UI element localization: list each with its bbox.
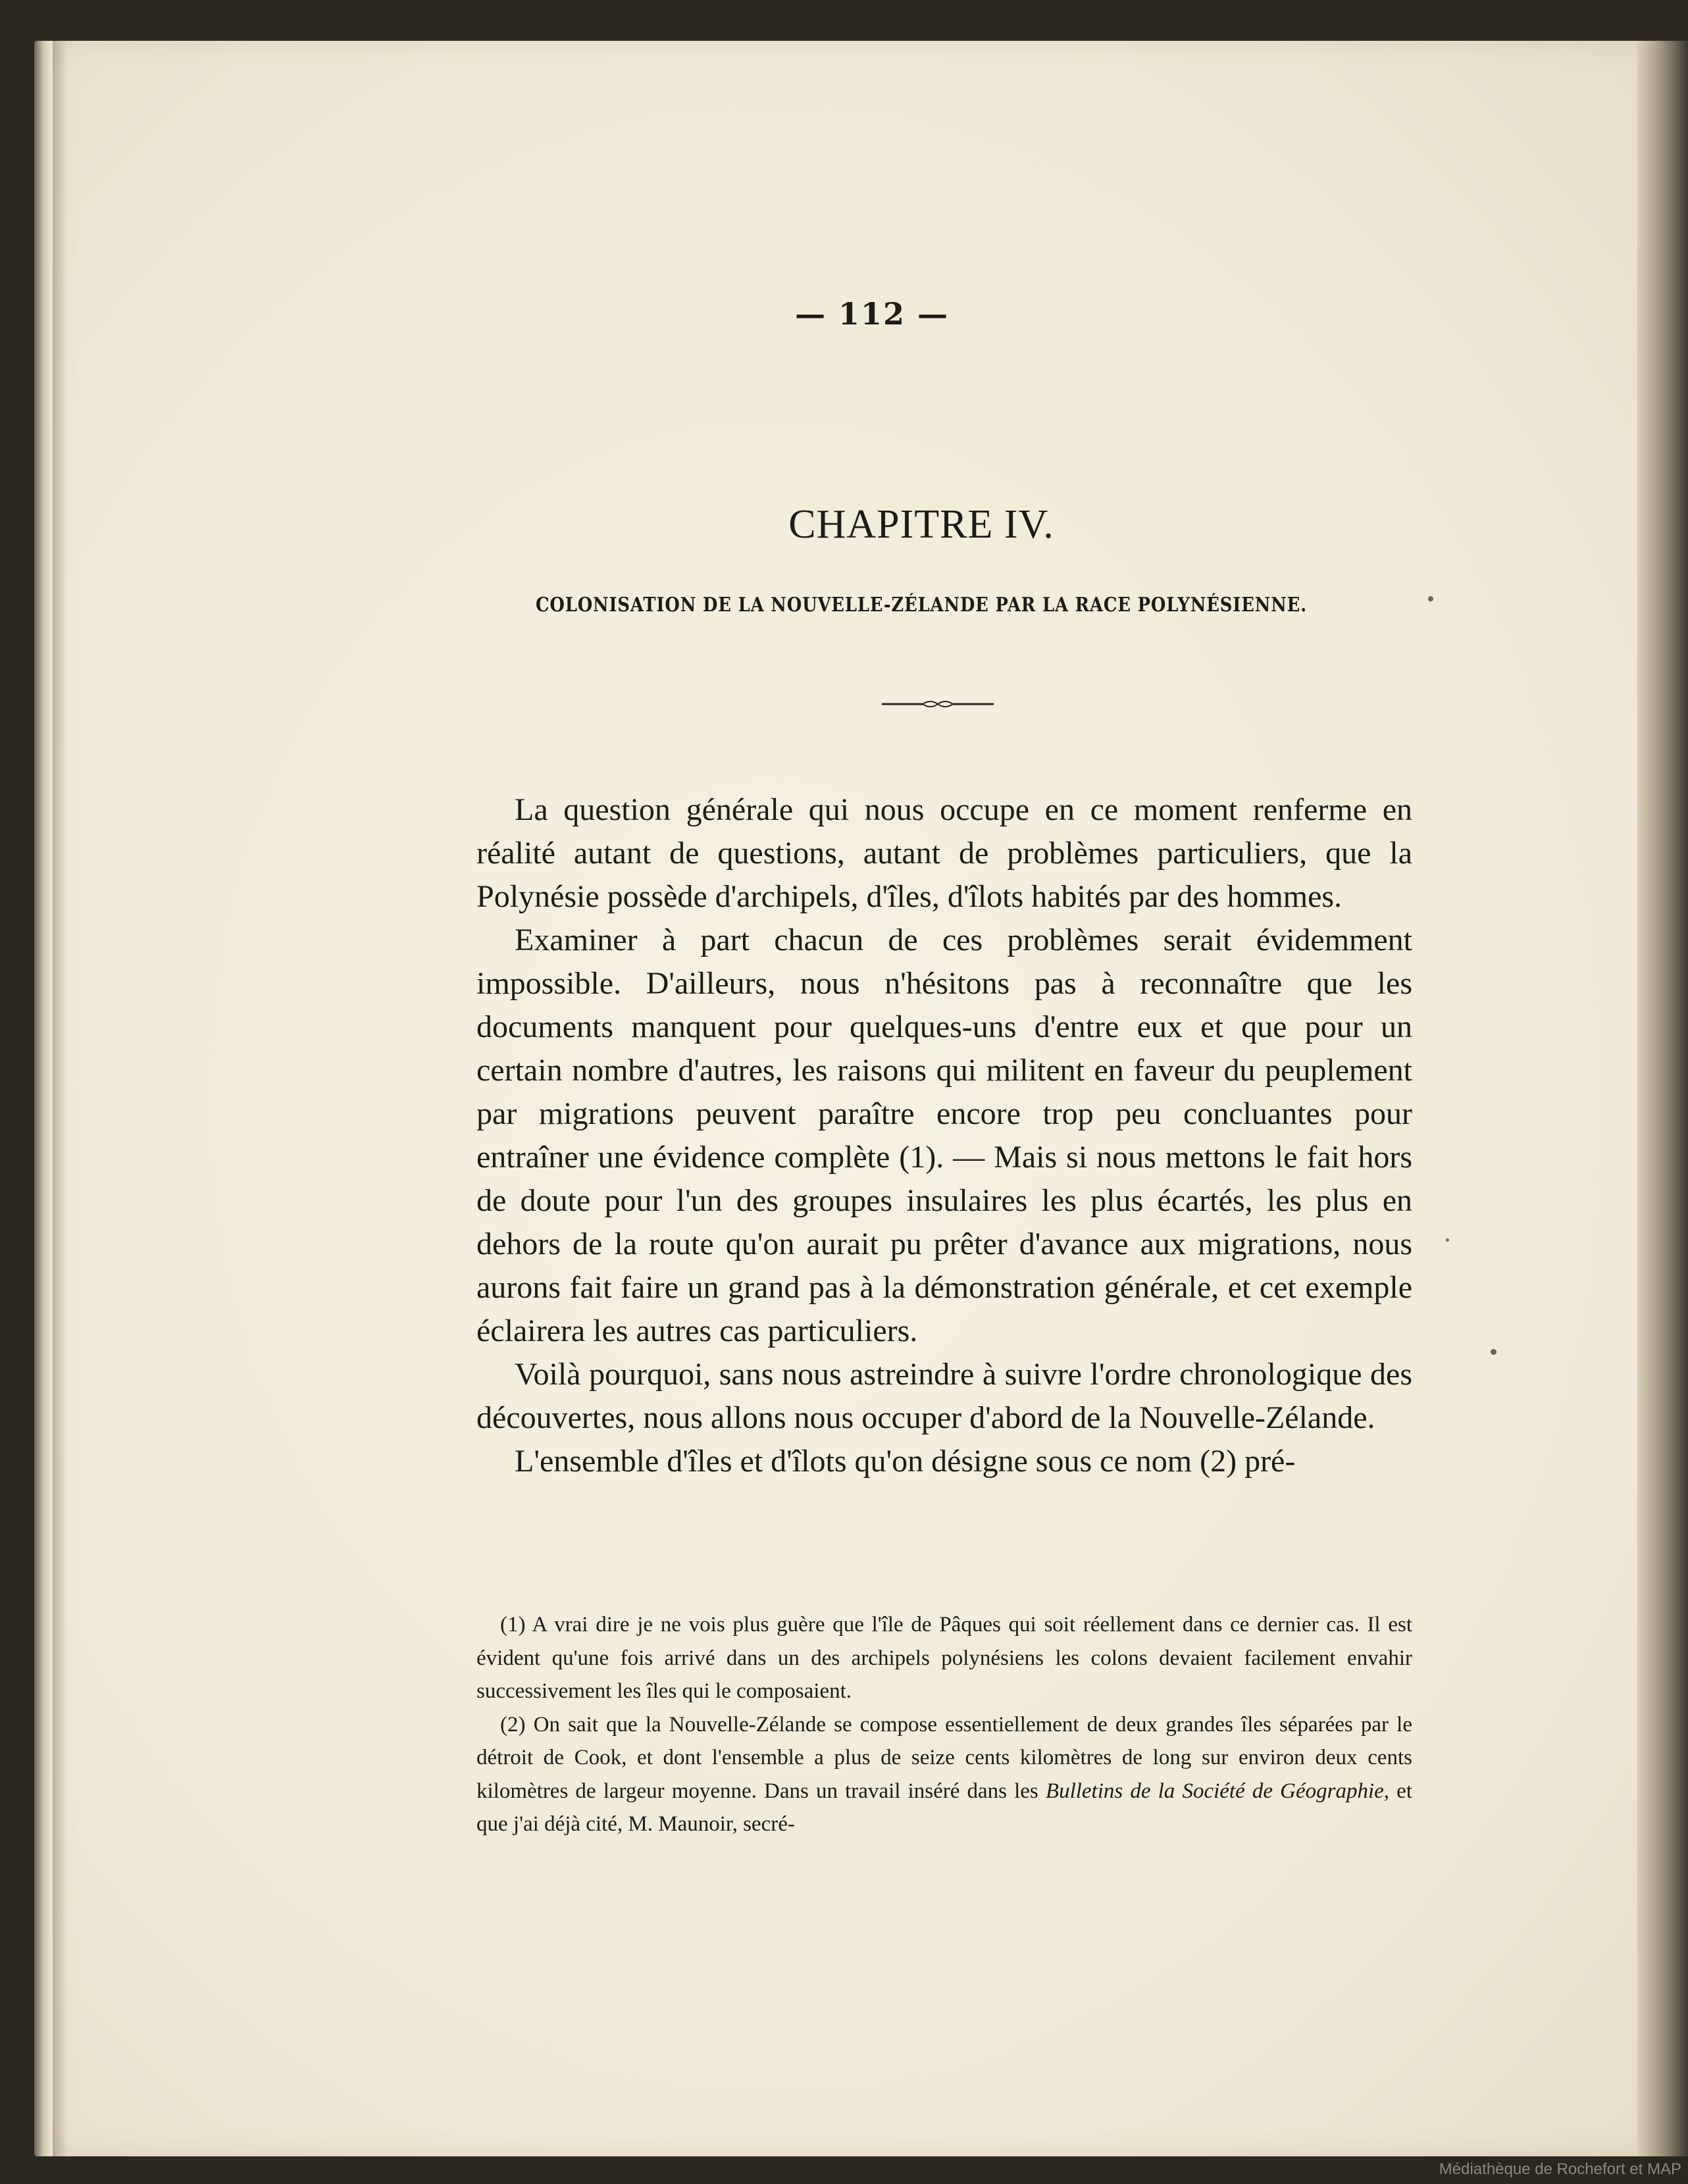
footnote-2: [476, 1708, 1412, 1841]
footnote-2-continuation: , et que j'ai déjà cité, M. Maunoir, secré-: [476, 1779, 1412, 1836]
footnote-2-text: (2) On sait que la Nouvelle-Zélande se compose essentiellement de deux grandes îles séparées par le détroit de Cook, et dont l'ensemble a plus de seize cents kilomètres de long sur environ deux cents kilomètres de largeur moyenne. Dans un travail inséré dans les: [476, 1712, 1412, 1803]
paragraph: Voilà pourquoi, sans nous astreindre à suivre l'ordre chronologique des découvertes, nous allons nous occuper d'abord de la Nouvelle-Zélande.: [476, 1357, 1412, 1435]
paragraph: L'ensemble d'îles et d'îlots qu'on désigne sous ce nom (2) pré-: [515, 1444, 1296, 1479]
paragraph: La question générale qui nous occupe en ce moment renferme en réalité autant de questions, autant de problèmes particuliers, que la Polynésie possède d'archipels, d'îles, d'îlots habités par des hommes.: [476, 792, 1412, 914]
book-right-edge: [1637, 41, 1688, 2156]
chapter-subtitle: COLONISATION DE LA NOUVELLE-ZÉLANDE PAR LA RACE POLYNÉSIENNE.: [535, 594, 1308, 617]
footnote-1: (1) A vrai dire je ne vois plus guère que l'île de Pâques qui soit réellement dans ce dernier cas. Il est évident qu'une fois arrivé dans un des archipels polynésiens les colons devaient facilement envahir successivement les îles qui le composaient.: [476, 1613, 1412, 1703]
page-number: — 112 —: [794, 296, 950, 332]
ornament-divider: [882, 696, 994, 712]
footnote-2-italic-title: Bulletins de la Société de Géographie: [1045, 1779, 1384, 1803]
paper-speck: [1446, 1238, 1449, 1242]
chapter-body: [476, 788, 1412, 1483]
image-credit: Médiathèque de Rochefort et MAP: [1439, 2160, 1681, 2178]
paper-speck: [1491, 1349, 1496, 1355]
chapter-title: CHAPITRE IV.: [788, 502, 1054, 547]
paper-speck: [1428, 596, 1433, 601]
paragraph: Examiner à part chacun de ces problèmes serait évidemment impossible. D'ailleurs, nous n'hésitons pas à reconnaître que les documents manquent pour quelques-uns d'entre eux et que pour un certain nombre d'autres, les raisons qui militent en faveur du peuplement par migrations peuvent paraître encore trop peu concluantes pour entraîner une évidence complète (1). — Mais si nous mettons le fait hors de doute pour l'un des groupes insulaires les plus écartés, les plus en dehors de la route qu'on aurait pu prêter d'avance aux migrations, nous aurons fait faire un grand pas à la démonstration générale, et cet exemple éclairera les autres cas particuliers.: [476, 923, 1412, 1348]
footnotes: [476, 1608, 1412, 1841]
